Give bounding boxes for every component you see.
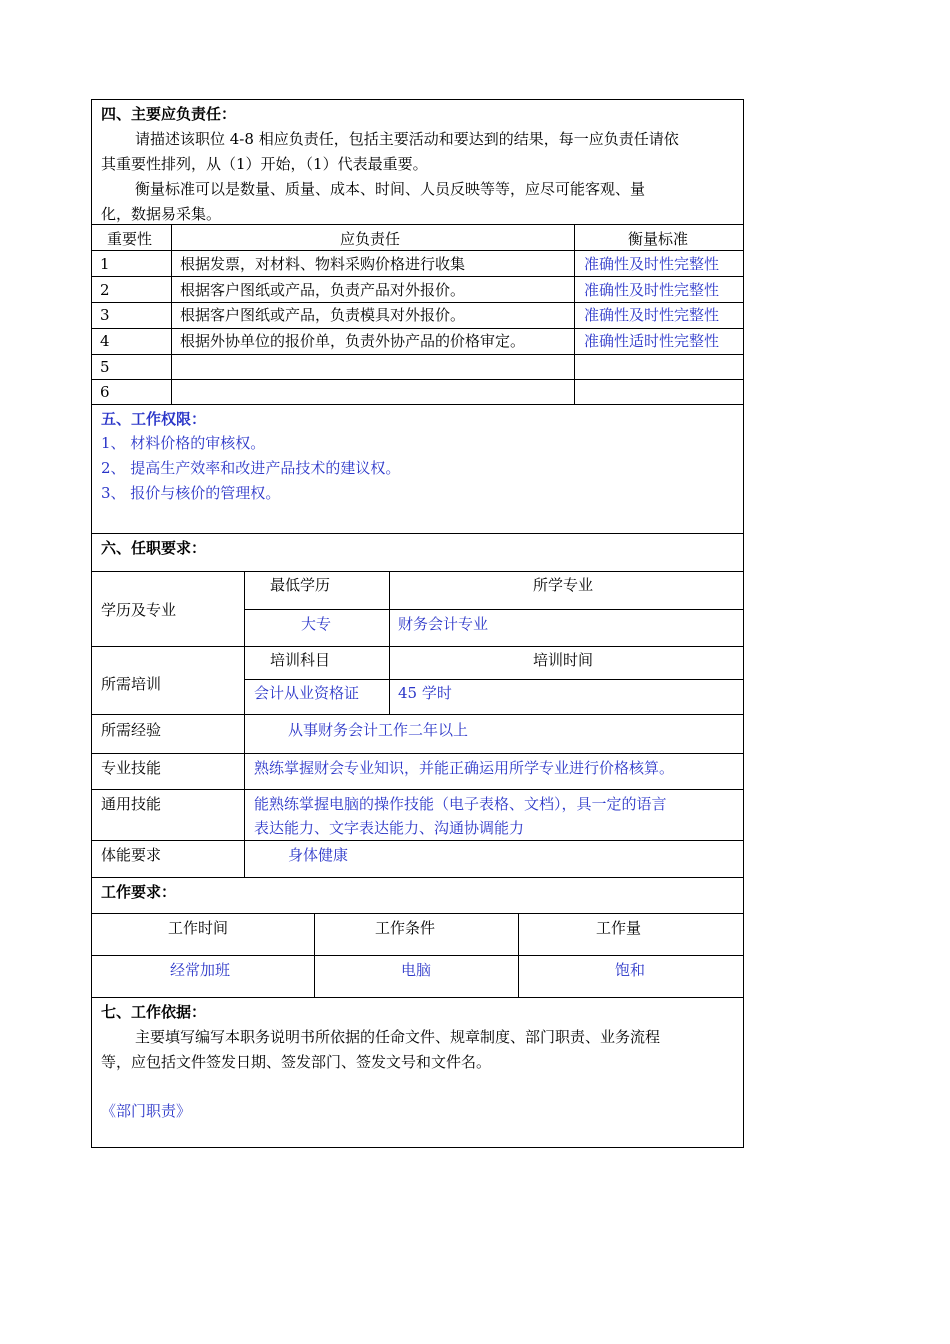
divider [91,753,744,754]
divider [91,571,744,572]
section4-para2-line1: 衡量标准可以是数量、质量、成本、时间、人员反映等等，应尽可能客观、量 [135,180,646,198]
experience-value: 从事财务会计工作二年以上 [288,721,469,739]
list-item: 3、 报价与核价的管理权。 [101,484,281,502]
table-row-rank: 4 [100,332,110,350]
min-degree-value: 大专 [301,615,332,633]
experience-label: 所需经验 [101,721,162,739]
divider [91,224,744,225]
divider [91,789,744,790]
table-row-rank: 5 [100,358,110,376]
work-title: 工作要求： [101,883,177,901]
skill-label: 专业技能 [101,759,162,777]
section4-title: 四、主要应负责任： [101,105,237,123]
divider [314,913,315,997]
table-row-rank: 2 [100,281,110,299]
divider [91,646,744,647]
general-skill-line2: 表达能力、文字表达能力、沟通协调能力 [254,819,525,837]
physical-value: 身体健康 [288,846,349,864]
table-row-duty: 根据发票，对材料、物料采购价格进行收集 [180,255,466,273]
divider [91,533,744,534]
training-subject-label: 培训科目 [270,651,331,669]
divider [389,571,390,714]
work-load-value: 饱和 [615,961,646,979]
divider [518,913,519,997]
general-skill-label: 通用技能 [101,795,162,813]
divider [91,913,744,914]
section4-para2-line2: 化，数据易采集。 [101,205,222,223]
divider [91,354,744,355]
divider [244,609,744,610]
training-time-value: 45 学时 [398,684,452,702]
divider [91,276,744,277]
work-time-header: 工作时间 [168,919,229,937]
divider [91,328,744,329]
divider [91,877,744,878]
table-row-standard: 准确性及时性完整性 [584,255,720,273]
header-standard: 衡量标准 [628,230,689,248]
major-value: 财务会计专业 [398,615,489,633]
table-row-rank: 6 [100,383,110,401]
physical-label: 体能要求 [101,846,162,864]
header-importance: 重要性 [107,230,153,248]
section7-para-line1: 主要填写编写本职务说明书所依据的任命文件、规章制度、部门职责、业务流程 [135,1028,661,1046]
table-row-duty: 根据外协单位的报价单，负责外协产品的价格审定。 [180,332,526,350]
training-time-label: 培训时间 [533,651,594,669]
work-time-value: 经常加班 [170,961,231,979]
section4-para1-line1: 请描述该职位 4-8 相应负责任，包括主要活动和要达到的结果，每一应负责任请依 [135,130,679,148]
skill-value: 熟练掌握财会专业知识，并能正确运用所学专业进行价格核算。 [254,759,675,777]
divider [91,250,744,251]
work-load-header: 工作量 [596,919,642,937]
list-item: 1、 材料价格的审核权。 [101,434,266,452]
min-degree-label: 最低学历 [270,576,331,594]
section5-title: 五、工作权限： [101,410,207,428]
divider [244,679,744,680]
training-label: 所需培训 [101,675,162,693]
list-item: 2、 提高生产效率和改进产品技术的建议权。 [101,459,401,477]
divider [91,840,744,841]
divider [91,955,744,956]
divider [574,224,575,404]
training-subject-value: 会计从业资格证 [254,684,360,702]
divider [91,714,744,715]
education-label: 学历及专业 [101,601,177,619]
section7-title: 七、工作依据： [101,1003,207,1021]
divider [91,302,744,303]
major-label: 所学专业 [533,576,594,594]
divider [244,571,245,877]
section7-reference: 《部门职责》 [101,1102,192,1120]
table-row-standard: 准确性及时性完整性 [584,281,720,299]
table-row-duty: 根据客户图纸或产品，负责模具对外报价。 [180,306,466,324]
section6-title: 六、任职要求： [101,539,207,557]
general-skill-line1: 能熟练掌握电脑的操作技能（电子表格、文档），具一定的语言 [254,795,667,813]
section7-para-line2: 等，应包括文件签发日期、签发部门、签发文号和文件名。 [101,1053,492,1071]
table-row-rank: 1 [100,255,110,273]
section4-para1-line2: 其重要性排列，从（1）开始，（1）代表最重要。 [101,155,428,173]
divider [91,997,744,998]
work-condition-value: 电脑 [401,961,432,979]
table-row-rank: 3 [100,306,110,324]
divider [91,404,744,405]
table-row-standard: 准确性适时性完整性 [584,332,720,350]
divider [171,224,172,404]
table-row-duty: 根据客户图纸或产品，负责产品对外报价。 [180,281,466,299]
divider [91,379,744,380]
table-row-standard: 准确性及时性完整性 [584,306,720,324]
work-condition-header: 工作条件 [375,919,436,937]
header-duty: 应负责任 [340,230,401,248]
